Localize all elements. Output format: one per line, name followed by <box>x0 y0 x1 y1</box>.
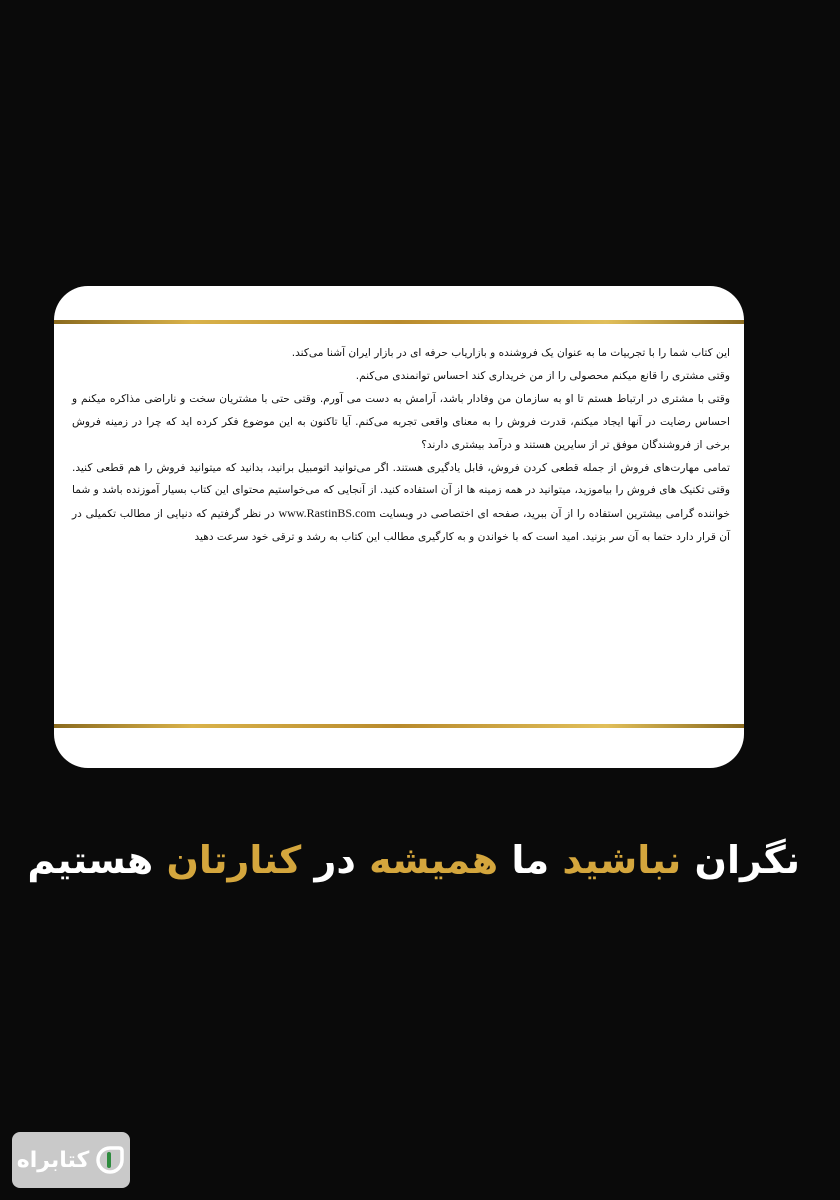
gold-divider-top <box>54 320 744 324</box>
tagline-word-1: نگران <box>681 838 800 882</box>
description-paragraph-4-text: تمامی مهارت‌های فروش از جمله قطعی کردن فروش، قابل یادگیری هستند. اگر می‌توانید اتومبیل برانید، بدانید که میتوانید فروش را هم قطعی کنید. وقتی تکنیک های فروش را بیاموزید، میتوانید در همه زمینه ها از آن استفاده کنید. از آنجایی که می‌خواستیم محتوای این کتاب بسیار آموزنده باشد و شما خواننده گرامی بیشترین استفاده را از آن ببرید، صفحه ای اختصاصی در وبسایت <box>72 461 730 521</box>
website-url: www.RastinBS.com <box>278 506 376 521</box>
kitabrah-logo-icon <box>95 1145 125 1175</box>
tagline-word-2: نباشید <box>562 838 682 882</box>
tagline <box>27 832 800 888</box>
description-paragraph-4 <box>72 457 730 550</box>
tagline-word-3: ما <box>498 838 563 882</box>
description-paragraph-3: وقتی با مشتری در ارتباط هستم تا او به سازمان من وفادار باشد، آرامش به دست می آورم. وقتی حتی با مشتریان سخت و ناراضی مذاکره میکنم و احساس رضایت در آنها ایجاد میکنم، قدرت فروش را به معنای واقعی تجربه می‌کنم. آیا تاکنون به این موضوع فکر کرده اید که چرا در زمینه فروش برخی از فروشندگان موفق تر از سایرین هستند و درآمد بیشتری دارند؟ <box>72 392 730 451</box>
kitabrah-logo-text: کتابراه <box>16 1147 90 1173</box>
description-paragraph-1: این کتاب شما را با تجربیات ما به عنوان یک فروشنده و بازاریاب حرفه ای در بازار ایران آشنا می‌کند. <box>291 347 730 359</box>
tagline-word-6: کنارتان <box>166 838 302 882</box>
tagline-word-4: همیشه <box>369 838 499 882</box>
kitabrah-logo <box>12 1132 130 1188</box>
description-paragraph-2: وقتی مشتری را قانع میکنم محصولی را از من خریداری کند احساس توانمندی می‌کنم. <box>355 369 730 382</box>
tagline-word-7: هستیم <box>27 838 167 882</box>
description-paragraph-5-text: در نظر گرفتیم که دنیایی از مطالب تکمیلی در آن قرار دارد حتما به آن سر بزنید. امید است که با خواندن و به کارگیری مطالب این کتاب به رشد و ترقی خود سرعت دهید <box>72 508 730 544</box>
book-description <box>72 342 730 549</box>
tagline-word-5: در <box>301 838 370 882</box>
gold-divider-bottom <box>54 724 744 728</box>
description-card <box>54 286 744 768</box>
